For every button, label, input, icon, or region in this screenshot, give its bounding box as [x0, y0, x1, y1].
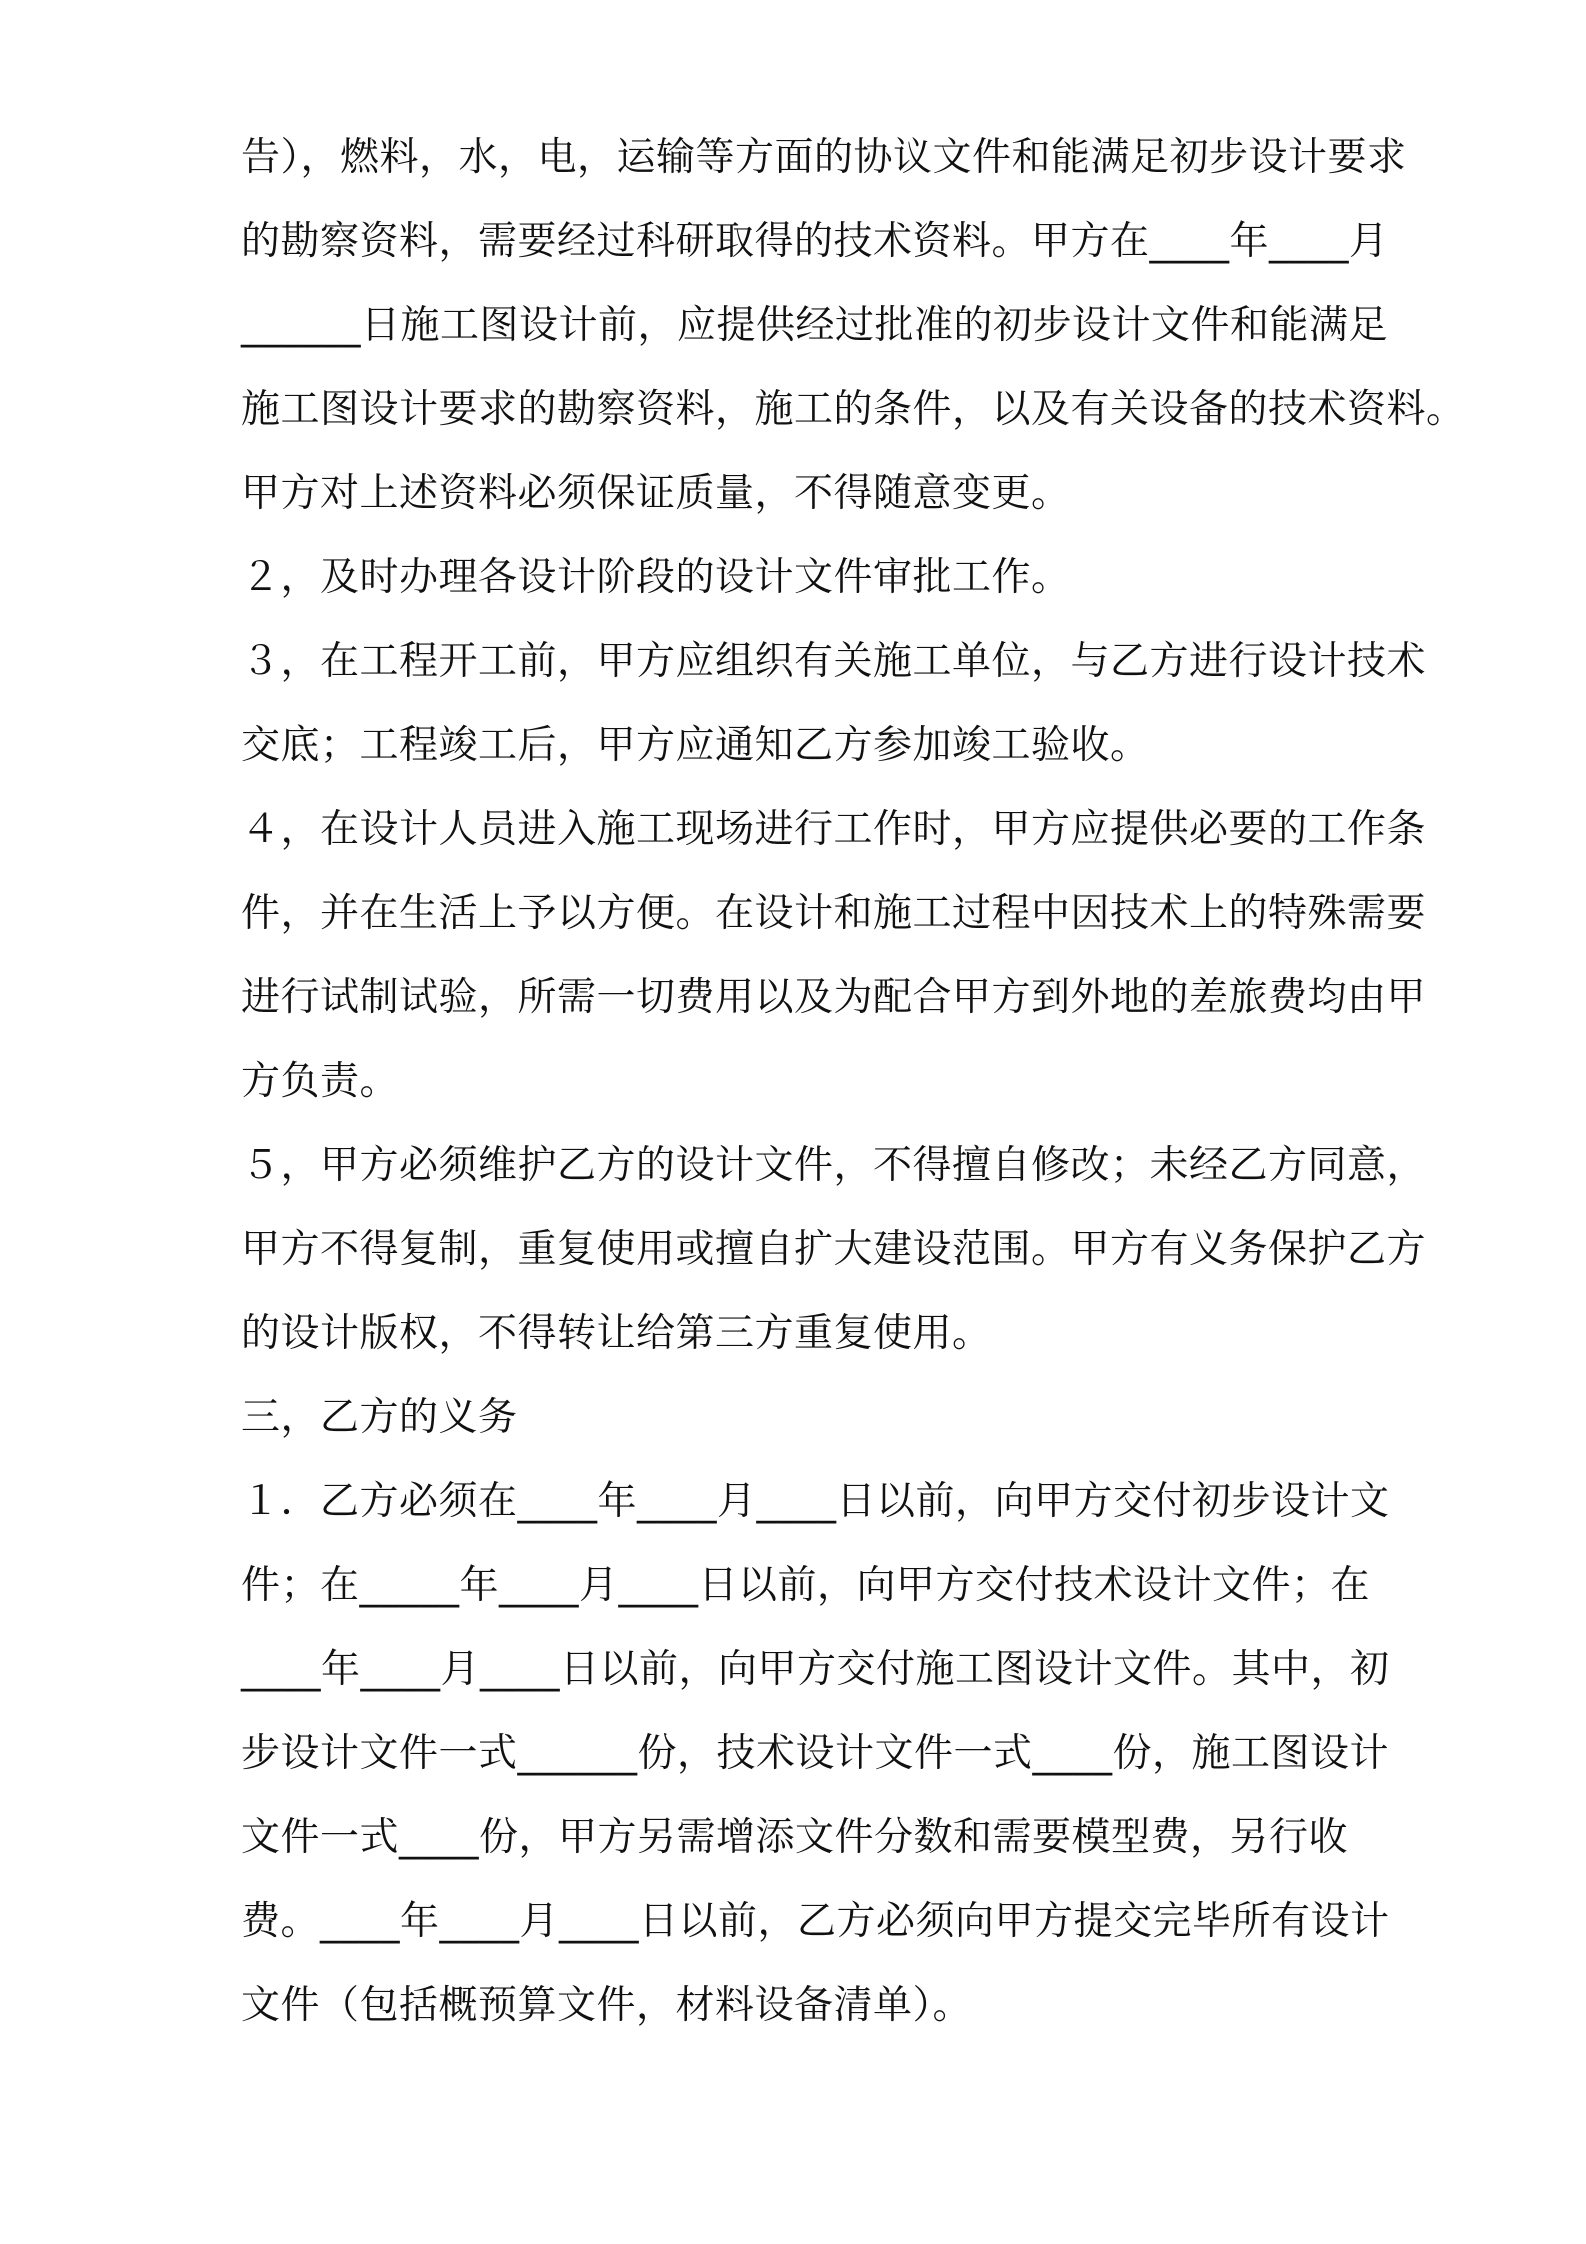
text-line: １．乙方必须在____年____月____日以前，向甲方交付初步设计文	[241, 1479, 1390, 1524]
text-line: 件，并在生活上予以方便。在设计和施工过程中因技术上的特殊需要	[241, 891, 1427, 936]
text-line: 步设计文件一式______份，技术设计文件一式____份，施工图设计	[241, 1731, 1390, 1776]
text-line: ４，在设计人员进入施工现场进行工作时，甲方应提供必要的工作条	[241, 807, 1427, 852]
text-line: 甲方不得复制，重复使用或擅自扩大建设范围。甲方有义务保护乙方	[241, 1227, 1427, 1272]
text-line: 的设计版权，不得转让给第三方重复使用。	[241, 1311, 992, 1356]
text-line: 施工图设计要求的勘察资料，施工的条件，以及有关设备的技术资料。	[241, 387, 1466, 432]
text-line: 甲方对上述资料必须保证质量，不得随意变更。	[241, 471, 1071, 516]
text-line: 方负责。	[241, 1059, 400, 1104]
text-line: 件；在_____年____月____日以前，向甲方交付技术设计文件；在	[241, 1563, 1371, 1608]
text-line: 进行试制试验，所需一切费用以及为配合甲方到外地的差旅费均由甲	[241, 975, 1427, 1020]
section-heading: 三，乙方的义务	[241, 1395, 518, 1440]
text-line: ５，甲方必须维护乙方的设计文件，不得擅自修改；未经乙方同意，	[241, 1143, 1427, 1188]
text-line: 的勘察资料，需要经过科研取得的技术资料。甲方在____年____月	[241, 219, 1389, 264]
text-line: 交底；工程竣工后，甲方应通知乙方参加竣工验收。	[241, 723, 1150, 768]
text-line: 费。____年____月____日以前，乙方必须向甲方提交完毕所有设计	[241, 1899, 1390, 1944]
text-line: ２，及时办理各设计阶段的设计文件审批工作。	[241, 555, 1071, 600]
text-line: 文件一式____份，甲方另需增添文件分数和需要模型费，另行收	[241, 1815, 1349, 1860]
text-line: ____年____月____日以前，向甲方交付施工图设计文件。其中，初	[241, 1647, 1390, 1692]
text-line: ______日施工图设计前，应提供经过批准的初步设计文件和能满足	[241, 303, 1389, 348]
text-line: ３，在工程开工前，甲方应组织有关施工单位，与乙方进行设计技术	[241, 639, 1427, 684]
text-line: 文件（包括概预算文件，材料设备清单）。	[241, 1983, 973, 2028]
text-line: 告），燃料，水，电，运输等方面的协议文件和能满足初步设计要求	[241, 135, 1407, 180]
